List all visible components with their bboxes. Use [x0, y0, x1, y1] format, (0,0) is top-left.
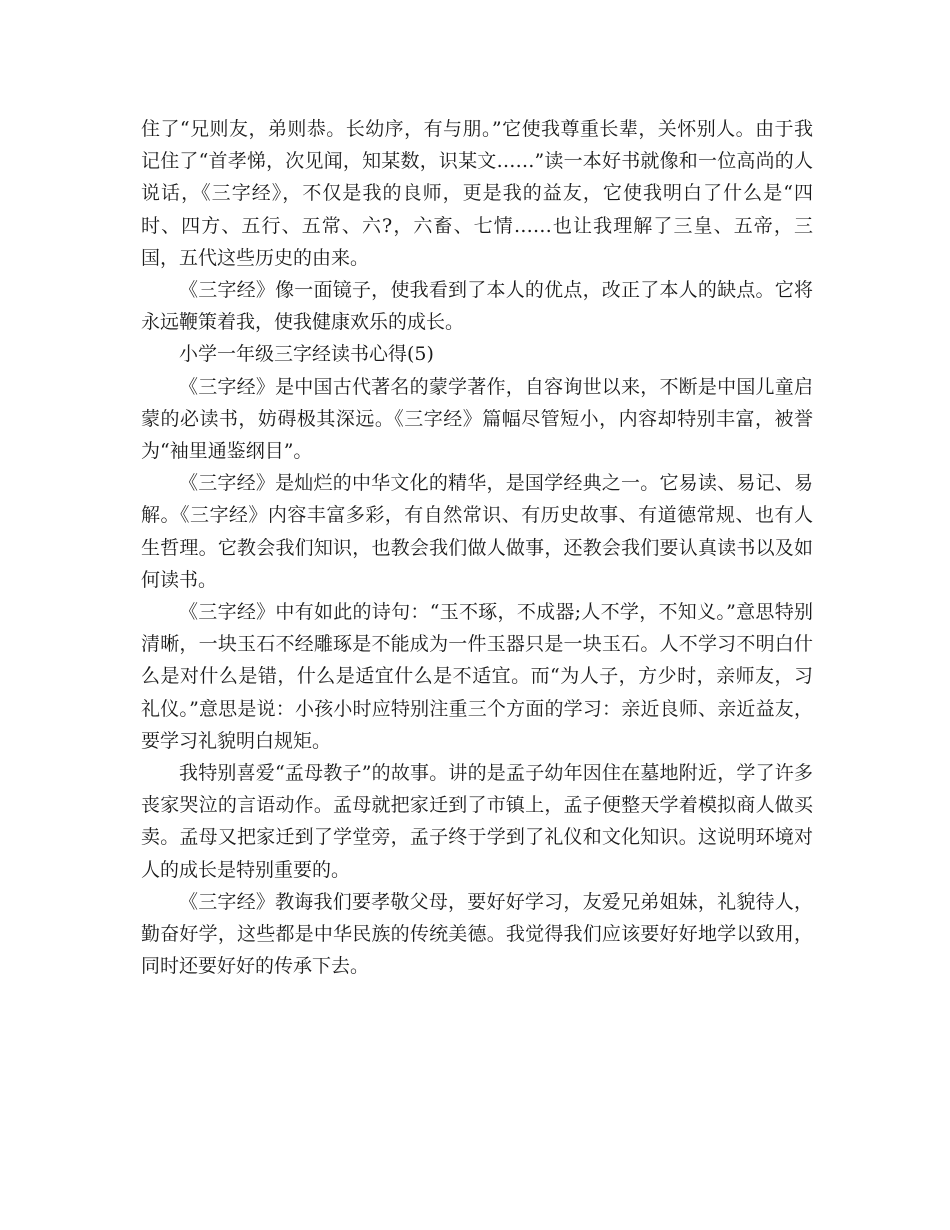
paragraph-story: 我特别喜爱“孟母教子”的故事。讲的是孟子幼年因住在墓地附近，学了许多丧家哭泣的言语动作。孟母就把家迁到了市镇上，孟子便整天学着模拟商人做买卖。孟母又把家迁到了学堂旁，孟子终于学到了礼仪和文化知识。这说明环境对人的成长是特别重要的。: [141, 762, 813, 881]
section-heading: 小学一年级三字经读书心得(5): [179, 343, 434, 366]
paragraph-intro: 《三字经》是中国古代著名的蒙学著作，自容询世以来，不断是中国儿童启蒙的必读书，妨碍极其深远。《三字经》篇幅尽管短小，内容却特别丰富，被誉为“袖里通鉴纲目”。: [141, 375, 813, 463]
document-body: [141, 113, 813, 982]
paragraph-poem: 《三字经》中有如此的诗句：“玉不琢，不成器;人不学，不知义。”意思特别清晰，一块玉石不经雕琢是不能成为一件玉器只是一块玉石。人不学习不明白什么是对什么是错，什么是适宜什么是不适宜。而“为人子，方少时，亲师友，习礼仪。”意思是说：小孩小时应特别注重三个方面的学习：亲近良师、亲近益友，要学习礼貌明白规矩。: [141, 601, 813, 752]
paragraph-continuation: 住了“兄则友，弟则恭。长幼序，有与朋。”它使我尊重长辈，关怀别人。由于我记住了“首孝悌，次见闻，知某数，识某文……”读一本好书就像和一位高尚的人说话，《三字经》，不仅是我的良师，更是我的益友，它使我明白了什么是“四时、四方、五行、五常、六?，六畜、七情……也让我理解了三皇、五帝，三国，五代这些历史的由来。: [141, 118, 813, 269]
paragraph-conclusion: 《三字经》教诲我们要孝敬父母，要好好学习，友爱兄弟姐妹，礼貌待人，勤奋好学，这些都是中华民族的传统美德。我觉得我们应该要好好地学以致用，同时还要好好的传承下去。: [141, 890, 813, 978]
paragraph-mirror: 《三字经》像一面镜子，使我看到了本人的优点，改正了本人的缺点。它将永远鞭策着我，使我健康欢乐的成长。: [141, 279, 813, 334]
paragraph-essence: 《三字经》是灿烂的中华文化的精华，是国学经典之一。它易读、易记、易解。《三字经》内容丰富多彩，有自然常识、有历史故事、有道德常规、也有人生哲理。它教会我们知识，也教会我们做人做事，还教会我们要认真读书以及如何读书。: [141, 472, 813, 591]
